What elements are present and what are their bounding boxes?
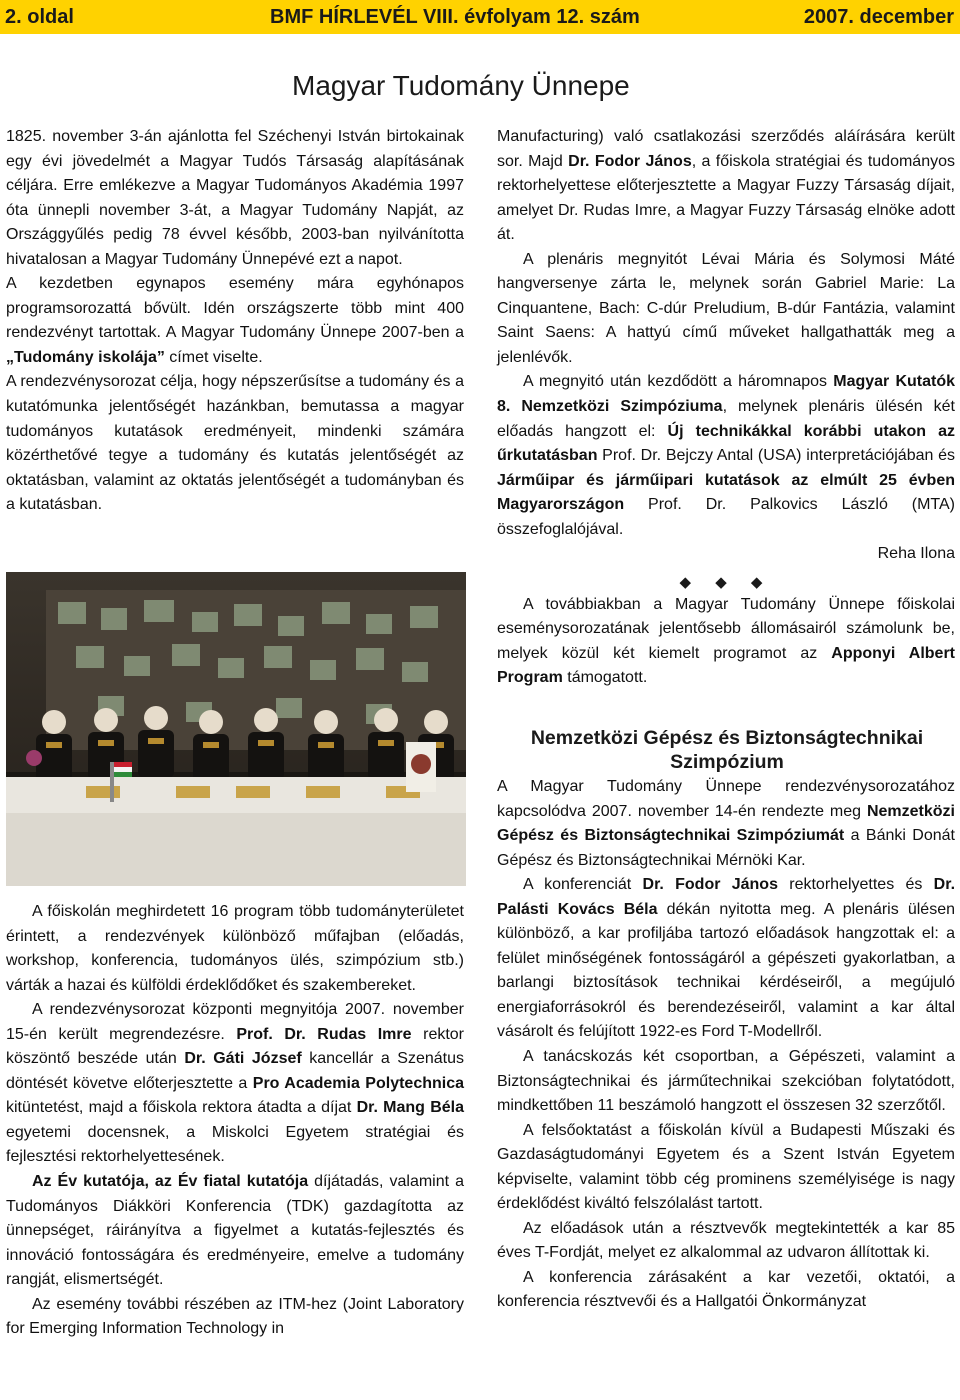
- issue-date: 2007. december: [803, 6, 954, 28]
- paragraph: Manufacturing) való csatlakozási szerződés aláírására került sor. Majd Dr. Fodor János, a főiskola stratégiai és tudományos rektorhelyettese előterjesztette a Magyar Fuzzy Társaság díjait, amelyet Dr. Rudas Imre, a Magyar Fuzzy Társaság elnöke adott át.: [497, 128, 955, 244]
- paragraph: A továbbiakban a Magyar Tudomány Ünnepe főiskolai eseménysorozatának jelentősebb állomásairól számolunk be, melyek közül két kiemelt programot az Apponyi Albert Program támogatott.: [497, 595, 955, 687]
- page-header: [0, 0, 960, 34]
- publication-title: BMF HÍRLEVÉL VIII. évfolyam 12. szám: [270, 6, 640, 28]
- paragraph: Az előadások után a résztvevők megtekintették a kar 85 éves T-Fordját, melyet ez alkalommal az udvaron állítottak ki.: [497, 1219, 955, 1262]
- ceremony-photo: [6, 572, 466, 886]
- paragraph: A plenáris megnyitót Lévai Mária és Solymosi Máté hangversenye zárta le, melynek során Gabriel Marie: La Cinquantene, Bach: C-dúr Preludium, B-dúr Fantázia, valamint Saint Saens: A hattyú című műveket hallgathatták meg a jelenlévők.: [497, 250, 955, 366]
- paragraph: Az Év kutatója, az Év fiatal kutatója díjátadás, valamint a Tudományos Diákköri Konferencia (TDK) gazdagította az ünnepséget, ráirányítva a figyelmet a kutatás-fejlesztés és innováció fontosságára és eredményeire, emelve a tudomány rangját, elismertségét.: [6, 1173, 464, 1289]
- section-divider: ◆ ◆ ◆: [679, 573, 773, 591]
- paragraph: A főiskolán meghirdetett 16 program több tudományterületet érintett, a rendezvények különböző műfajban (előadás, workshop, konferencia, tudományos ülés, szimpózium stb.) várták a hazai és külföldi érdeklődőket és szakembereket.: [6, 903, 464, 994]
- paragraph: A megnyitó után kezdődött a háromnapos Magyar Kutatók 8. Nemzetközi Szimpóziuma, melynek plenáris ülésén két előadás hangzott el: Új technikákkal korábbi utakon az űrkutatásban Prof. Dr. Bejczy Antal (USA) interpretációjában és Járműipar és járműipari kutatások az elmúlt 25 évben Magyarországon Prof. Dr. Palkovics László (MTA) összefoglalójával.: [497, 373, 956, 538]
- paragraph: A rendezvénysorozat központi megnyitója 2007. november 15-én került megrendezésre. Prof. Dr. Rudas Imre rektor köszöntő beszéde után Dr. Gáti József kancellár a Szenátus döntését követve előterjesztette a Pro Academia Polytechnica kitüntetést, majd a főiskola rektora átadta a díjat Dr. Mang Béla egyetemi docensnek, a Miskolci Egyetem stratégiai és fejlesztési rektorhelyettesének.: [6, 1001, 465, 1166]
- paragraph: A konferenciát Dr. Fodor János rektorhelyettes és Dr. Palásti Kovács Béla dékán nyitotta meg. A plenáris ülésen különböző, a kar profiljába tartozó előadások hangzottak el: a felület minőségének fontosságáról a gépészeti gyakorlatban, a barlangi biztosítások technikai kérdéseiről, a megújuló energiaforrásokról és berendezéseiről, valamint a kar által vásárolt és felújított 1922-es Ford T-Modellről.: [497, 876, 956, 1041]
- article-title: Magyar Tudomány Ünnepe: [292, 70, 630, 101]
- page-number: 2. oldal: [5, 6, 74, 28]
- paragraph: A rendezvénysorozat célja, hogy népszerűsítse a tudomány és a kutatómunka jelentőségét hazánkban, bemutassa a magyar tudományos kutatások eredményeit, mindenki számára közérthetővé tegye a tudomány és kutatás jelentőségét az oktatásban, valamint az oktatás jelentőségét a tudományban és a kutatásban.: [6, 373, 464, 514]
- paragraph: A felsőoktatást a főiskolán kívül a Budapesti Műszaki és Gazdaságtudományi Egyetem és a Szent István Egyetem képviselte, valamint több cég prominens személyisége is nagy érdeklődést kiváltó felszólalást tartott.: [497, 1121, 955, 1213]
- article-right-column: [497, 125, 955, 691]
- article2-title: Nemzetközi Gépész és Biztonságtechnikai Szimpózium: [530, 727, 924, 773]
- paragraph: A konferencia zárásaként a kar vezetői, oktatói, a konferencia résztvevői és a Hallgatói Önkormányzat: [497, 1268, 955, 1311]
- paragraph: A kezdetben egynapos esemény mára egyhónapos programsorozattá bővült. Idén országszerte több mint 400 rendezvényt tartottak. A Magyar Tudomány Ünnepe 2007-ben a „Tudomány iskolája” címet viselte.: [6, 275, 464, 366]
- author-signature: Reha Ilona: [877, 545, 955, 563]
- paragraph: 1825. november 3-án ajánlotta fel Széchenyi István birtokainak egy évi jövedelmét a Magyar Tudós Társaság alapításának céljára. Erre emlékezve a Magyar Tudományos Akadémia 1997 óta ünnepli november 3-át, a Magyar Tudomány Napját, az Országgyűlés pedig 78 évvel később, 2003-ban nyilvánította hivatalosan a Magyar Tudomány Ünnepévé ezt a napot.: [6, 128, 464, 268]
- paragraph: A tanácskozás két csoportban, a Gépészeti, valamint a Biztonságtechnikai és járműtechnikai szekcióban folytatódott, mindkettőben 11 beszámoló hangzott el összesen 32 szerzőtől.: [497, 1048, 955, 1115]
- article-left-column-bottom: [6, 900, 464, 1342]
- photo-illustration: [6, 572, 466, 886]
- paragraph: A Magyar Tudomány Ünnepe rendezvénysorozatához kapcsolódva 2007. november 14-én rendezte meg Nemzetközi Gépész és Biztonságtechnikai Szimpóziumát a Bánki Donát Gépész és Biztonságtechnikai Mérnöki Kar.: [497, 778, 955, 869]
- article2-body: [497, 775, 955, 1315]
- article-left-column-top: [6, 125, 464, 518]
- paragraph: Az esemény további részében az ITM-hez (Joint Laboratory for Emerging Information Technology in: [6, 1295, 464, 1338]
